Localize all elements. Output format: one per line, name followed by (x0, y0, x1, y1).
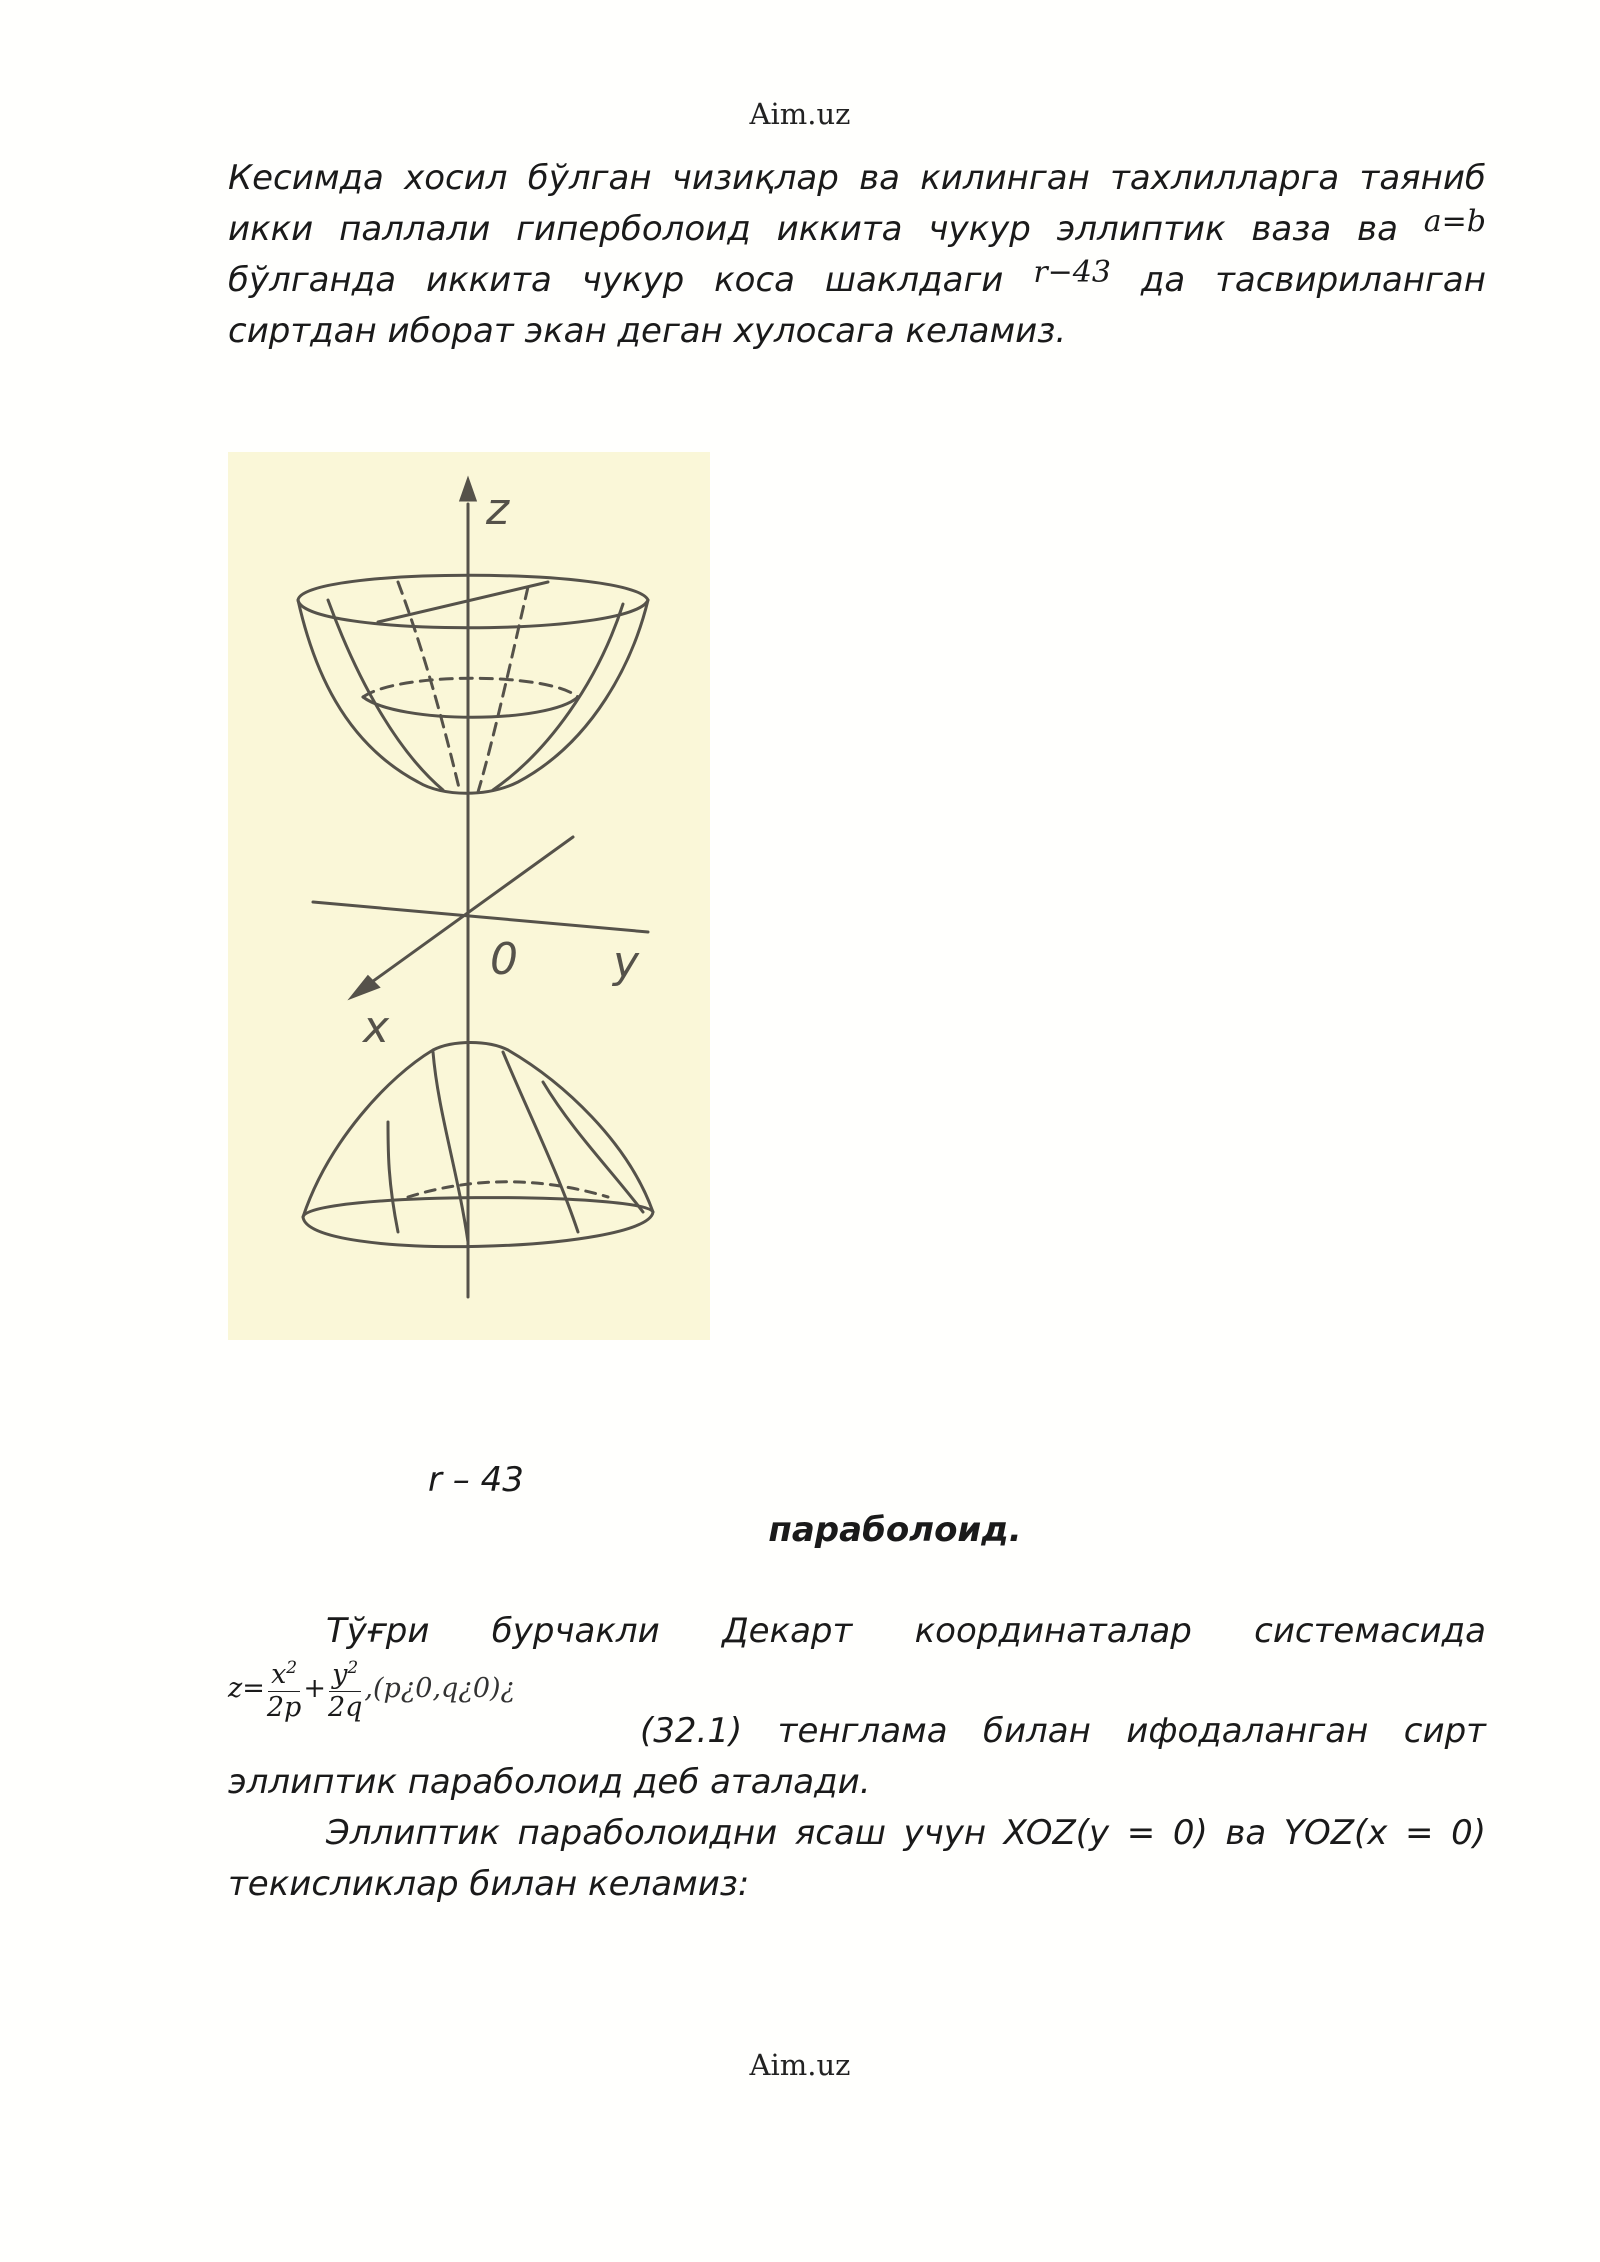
numerator: x (271, 1659, 287, 1690)
word: ифодаланган (1126, 1711, 1369, 1751)
text-line (228, 306, 1486, 357)
word: хосил (404, 158, 508, 198)
word: ва (1357, 209, 1398, 249)
text-line (228, 1606, 1486, 1657)
text: эллиптик параболоид деб аталади. (228, 1762, 871, 1802)
word: килинган (920, 158, 1090, 198)
word: чукур (928, 209, 1031, 249)
word: чукур (581, 260, 685, 300)
word: координаталар (914, 1611, 1192, 1651)
word: ясаш (794, 1813, 886, 1853)
origin-label: 0 (490, 934, 518, 985)
text-line (228, 1859, 1486, 1910)
word: = (1126, 1813, 1156, 1853)
fraction-x (267, 1652, 301, 1724)
exponent: 2 (286, 1658, 298, 1678)
equation-reference-line (640, 1706, 1486, 1757)
word: бўлган (527, 158, 652, 198)
word: шаклдаги (824, 260, 1004, 300)
x-axis (358, 837, 573, 992)
math-inline: a=b (1423, 204, 1486, 239)
word: ва (859, 158, 900, 198)
page-header: Aim.uz (749, 97, 851, 131)
word: сирт (1403, 1711, 1486, 1751)
formula-conditions: ,(p¿0,q¿0)¿ (364, 1672, 516, 1704)
denominator: 2q (327, 1692, 363, 1723)
text: текисликлар билан келамиз: (228, 1864, 750, 1904)
numerator: y (332, 1659, 348, 1690)
z-arrow (461, 480, 475, 500)
word: = (1404, 1813, 1434, 1853)
text-line (228, 153, 1486, 204)
upper-bowl (298, 575, 648, 793)
lower-bowl (303, 1043, 653, 1247)
word: иккита (776, 209, 903, 249)
y-axis (313, 902, 648, 932)
word: бўлганда (228, 260, 397, 300)
paraboloid-figure (228, 452, 710, 1340)
figure-number: r – 43 (428, 1460, 524, 1500)
word: ва (1225, 1813, 1267, 1853)
page-footer: Aim.uz (749, 2048, 851, 2082)
equation-number: (32.1) (640, 1711, 743, 1751)
word: эллиптик (1056, 209, 1226, 249)
text-line (228, 1808, 1486, 1859)
word: тахлилларга (1110, 158, 1340, 198)
paragraph-name (228, 1757, 1486, 1808)
paragraph-definition (228, 1606, 1486, 1657)
x-label: x (363, 1002, 390, 1053)
plus-sign: + (303, 1672, 326, 1704)
word: паллали (339, 209, 491, 249)
word: YOZ(x (1283, 1813, 1388, 1853)
fraction-y (328, 1652, 362, 1724)
z-label: z (486, 484, 510, 535)
word: билан (982, 1711, 1091, 1751)
word: XOZ(y (1003, 1813, 1110, 1853)
text-line (228, 1757, 1486, 1808)
word: параболоидни (517, 1813, 778, 1853)
paraboloid-formula (228, 1652, 515, 1724)
paragraph-construction (228, 1808, 1486, 1910)
word: икки (228, 209, 314, 249)
word: Эллиптик (326, 1813, 500, 1853)
text: сиртдан иборат экан деган хулосага келамиз. (228, 311, 1067, 351)
word: да (1140, 260, 1186, 300)
word: системасида (1254, 1611, 1486, 1651)
exponent: 2 (347, 1658, 359, 1678)
text-line (228, 255, 1486, 306)
word: 0) (1451, 1813, 1486, 1853)
word: гиперболоид (516, 209, 751, 249)
word: тасвириланган (1215, 260, 1486, 300)
figure-caption: параболоид. (768, 1510, 1022, 1550)
word: бурчакли (491, 1611, 660, 1651)
paragraph-conclusion (228, 153, 1486, 357)
word: учун (903, 1813, 987, 1853)
word: таяниб (1359, 158, 1486, 198)
word: тенглама (777, 1711, 948, 1751)
text-line (228, 204, 1486, 255)
math-inline: r−43 (1033, 255, 1111, 290)
word: коса (714, 260, 795, 300)
formula-lhs: z= (228, 1672, 265, 1704)
word: Тўғри (326, 1611, 430, 1651)
word: 0) (1172, 1813, 1208, 1853)
word: ваза (1251, 209, 1332, 249)
word: иккита (425, 260, 552, 300)
word: Кесимда (228, 158, 384, 198)
paraboloid-drawing (228, 452, 710, 1340)
denominator: 2p (266, 1692, 302, 1723)
word: Декарт (722, 1611, 853, 1651)
word: чизиқлар (671, 158, 839, 198)
y-label: y (613, 937, 640, 988)
